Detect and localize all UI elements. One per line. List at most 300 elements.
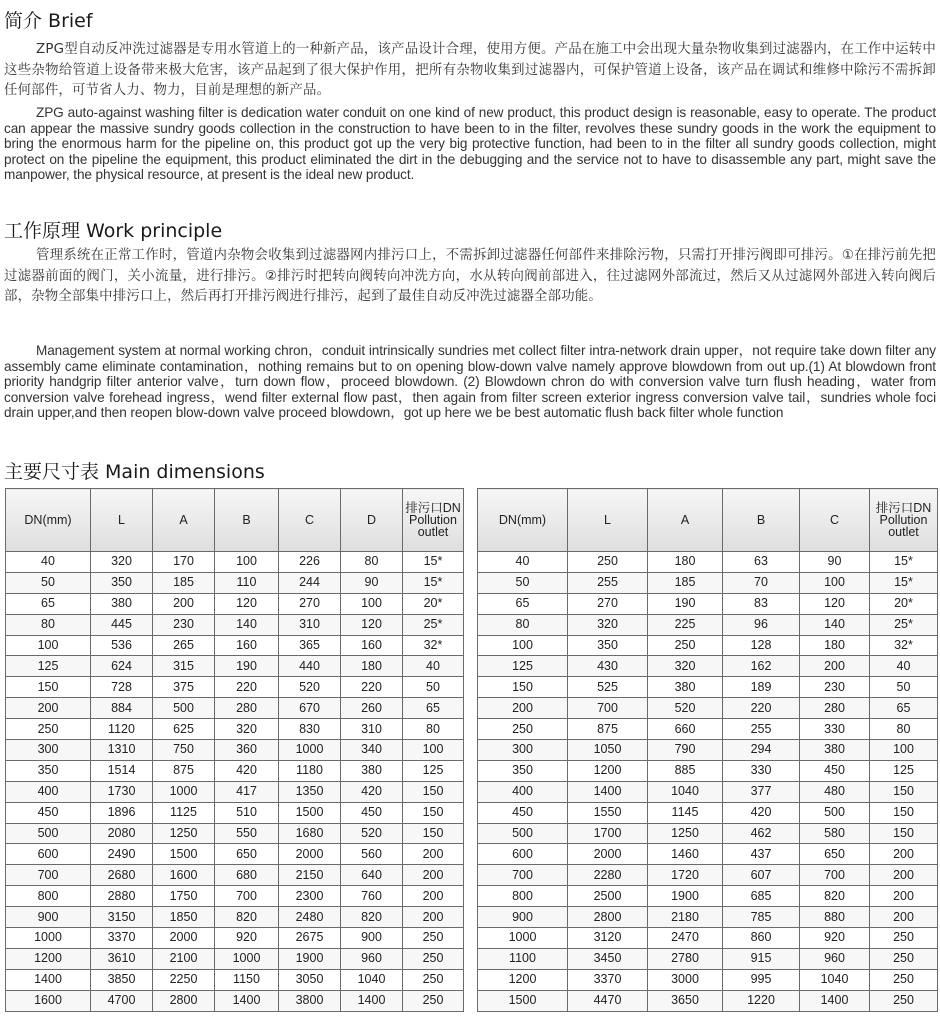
table-cell: 160	[215, 635, 279, 656]
table-cell: 350	[6, 760, 91, 781]
table-cell: 96	[723, 614, 800, 635]
table-cell: 162	[723, 656, 800, 677]
table-cell: 820	[341, 907, 403, 928]
table-cell: 226	[279, 552, 341, 573]
table-cell: 200	[870, 886, 938, 907]
table-cell: 128	[723, 635, 800, 656]
table-cell: 380	[648, 677, 723, 698]
table-cell: 500	[800, 802, 870, 823]
table-cell: 83	[723, 593, 800, 614]
table-cell: 1730	[91, 781, 153, 802]
table-cell: 250	[870, 928, 938, 949]
table-cell: 70	[723, 572, 800, 593]
table-cell: 1400	[341, 990, 403, 1011]
table-cell: 420	[723, 802, 800, 823]
table-cell: 2150	[279, 865, 341, 886]
table-cell: 900	[478, 907, 568, 928]
table-cell: 350	[91, 572, 153, 593]
table-cell: 40	[403, 656, 464, 677]
work-principle-text-cn: 管理系统在正常工作时，管道内杂物会收集到过滤器网内排污口上，不需拆卸过滤器任何部件来排除污物，只需打开排污阀即可排污。①在排污前先把过滤器前面的阀门，关小流量，进行排污。②排污时把转向阀转向冲洗方向，水从转向阀前部进入，往过滤网外部流过，然后又从过滤网外部进入转向阀后部，杂物全部集中排污口上，然后再打开排污阀进行排污，起到了最佳自动反冲洗过滤器全部功能。	[4, 248, 936, 304]
table-cell: 1040	[800, 969, 870, 990]
table-cell: 660	[648, 719, 723, 740]
table-cell: 230	[800, 677, 870, 698]
table-cell: 1900	[648, 886, 723, 907]
table-cell: 110	[215, 572, 279, 593]
table-cell: 189	[723, 677, 800, 698]
table-cell: 450	[341, 802, 403, 823]
table-cell: 125	[870, 760, 938, 781]
table-cell: 1120	[91, 719, 153, 740]
table-cell: 900	[6, 907, 91, 928]
table-cell: 360	[215, 740, 279, 761]
table-cell: 250	[478, 719, 568, 740]
table-cell: 560	[341, 844, 403, 865]
table-cell: 150	[403, 823, 464, 844]
table-body-left	[6, 552, 464, 1012]
table-cell: 50	[6, 572, 91, 593]
table-cell: 2000	[153, 928, 215, 949]
table-cell: 1514	[91, 760, 153, 781]
table-row	[478, 614, 938, 635]
table-cell: 728	[91, 677, 153, 698]
table-cell: 1400	[215, 990, 279, 1011]
table-cell: 20*	[403, 593, 464, 614]
table-cell: 160	[341, 635, 403, 656]
table-row	[6, 719, 464, 740]
table-cell: 550	[215, 823, 279, 844]
table-row	[6, 865, 464, 886]
table-cell: 330	[723, 760, 800, 781]
table-cell: 150	[6, 677, 91, 698]
table-cell: 820	[215, 907, 279, 928]
table-cell: 700	[215, 886, 279, 907]
table-cell: 2300	[279, 886, 341, 907]
table-cell: 200	[800, 656, 870, 677]
table-cell: 100	[870, 740, 938, 761]
table-cell: 200	[403, 886, 464, 907]
table-cell: 100	[403, 740, 464, 761]
table-header-row	[478, 489, 938, 552]
table-cell: 260	[341, 698, 403, 719]
table-cell: 280	[800, 698, 870, 719]
table-cell: 437	[723, 844, 800, 865]
table-cell: 15*	[870, 572, 938, 593]
table-cell: 65	[403, 698, 464, 719]
table-cell: 250	[403, 928, 464, 949]
table-cell: 2100	[153, 948, 215, 969]
table-cell: 624	[91, 656, 153, 677]
table-cell: 790	[648, 740, 723, 761]
table-cell: 920	[800, 928, 870, 949]
table-cell: 430	[568, 656, 648, 677]
table-cell: 520	[341, 823, 403, 844]
table-cell: 3120	[568, 928, 648, 949]
column-header-b: B	[723, 489, 800, 552]
table-cell: 700	[800, 865, 870, 886]
table-cell: 2490	[91, 844, 153, 865]
table-cell: 150	[403, 781, 464, 802]
table-cell: 200	[403, 907, 464, 928]
table-cell: 417	[215, 781, 279, 802]
table-row	[478, 740, 938, 761]
table-cell: 4700	[91, 990, 153, 1011]
table-cell: 310	[279, 614, 341, 635]
table-cell: 220	[341, 677, 403, 698]
dimensions-table-right	[477, 488, 938, 1012]
table-cell: 1900	[279, 948, 341, 969]
table-row	[6, 948, 464, 969]
table-cell: 25*	[870, 614, 938, 635]
table-cell: 1750	[153, 886, 215, 907]
table-cell: 885	[648, 760, 723, 781]
table-cell: 2180	[648, 907, 723, 928]
table-cell: 1460	[648, 844, 723, 865]
table-row	[6, 572, 464, 593]
pollution-header-en2: outlet	[888, 525, 919, 539]
column-header-b: B	[215, 489, 279, 552]
table-cell: 875	[153, 760, 215, 781]
table-cell: 3370	[568, 969, 648, 990]
table-cell: 280	[215, 698, 279, 719]
table-row	[6, 969, 464, 990]
table-cell: 3610	[91, 948, 153, 969]
table-cell: 250	[870, 990, 938, 1011]
column-header-pollution-outlet	[403, 489, 464, 552]
table-cell: 200	[6, 698, 91, 719]
table-cell: 2250	[153, 969, 215, 990]
table-cell: 1500	[153, 844, 215, 865]
table-row	[6, 552, 464, 573]
table-cell: 140	[800, 614, 870, 635]
table-cell: 420	[215, 760, 279, 781]
table-cell: 20*	[870, 593, 938, 614]
table-cell: 1500	[279, 802, 341, 823]
table-cell: 315	[153, 656, 215, 677]
table-row	[478, 844, 938, 865]
table-cell: 380	[91, 593, 153, 614]
table-row	[478, 969, 938, 990]
table-cell: 2000	[568, 844, 648, 865]
table-cell: 3370	[91, 928, 153, 949]
table-row	[478, 593, 938, 614]
table-cell: 225	[648, 614, 723, 635]
table-row	[6, 928, 464, 949]
table-cell: 1050	[568, 740, 648, 761]
table-row	[6, 823, 464, 844]
table-cell: 125	[403, 760, 464, 781]
table-cell: 65	[478, 593, 568, 614]
table-cell: 150	[870, 802, 938, 823]
table-cell: 750	[153, 740, 215, 761]
table-cell: 1400	[800, 990, 870, 1011]
brief-title: 简介 Brief	[4, 10, 93, 32]
table-cell: 400	[478, 781, 568, 802]
table-cell: 125	[6, 656, 91, 677]
table-row	[478, 677, 938, 698]
dimensions-table-left	[5, 488, 464, 1012]
table-cell: 2080	[91, 823, 153, 844]
table-cell: 2780	[648, 948, 723, 969]
table-row	[478, 802, 938, 823]
table-cell: 600	[478, 844, 568, 865]
table-cell: 180	[341, 656, 403, 677]
table-cell: 2000	[279, 844, 341, 865]
table-cell: 884	[91, 698, 153, 719]
table-cell: 255	[723, 719, 800, 740]
table-cell: 960	[800, 948, 870, 969]
table-cell: 820	[800, 886, 870, 907]
table-row	[478, 865, 938, 886]
table-cell: 40	[870, 656, 938, 677]
table-cell: 90	[341, 572, 403, 593]
table-cell: 1680	[279, 823, 341, 844]
table-cell: 480	[800, 781, 870, 802]
table-cell: 120	[341, 614, 403, 635]
table-cell: 230	[153, 614, 215, 635]
table-row	[6, 740, 464, 761]
brief-text-cn: ZPG型自动反冲洗过滤器是专用水管道上的一种新产品，该产品设计合理，使用方便。产品在施工中会出现大量杂物收集到过滤器内，在工作中运转中这些杂物给管道上设备带来极大危害，该产品起到了很大保护作用，把所有杂物收集到过滤器内，可保护管道上设备，该产品在调试和维修中除污不需拆卸任何部件，可节省人力、物力，目前是理想的新产品。	[4, 42, 936, 98]
table-cell: 915	[723, 948, 800, 969]
table-cell: 420	[341, 781, 403, 802]
table-cell: 265	[153, 635, 215, 656]
table-cell: 140	[215, 614, 279, 635]
table-cell: 100	[341, 593, 403, 614]
pollution-header-cn: 排污口DN	[875, 501, 932, 515]
table-cell: 244	[279, 572, 341, 593]
table-cell: 320	[215, 719, 279, 740]
table-cell: 200	[870, 844, 938, 865]
table-cell: 800	[6, 886, 91, 907]
column-header-pollution-outlet	[870, 489, 938, 552]
table-cell: 380	[800, 740, 870, 761]
table-cell: 200	[403, 865, 464, 886]
column-header-dn: DN(mm)	[478, 489, 568, 552]
table-cell: 1200	[6, 948, 91, 969]
table-cell: 100	[215, 552, 279, 573]
table-cell: 2880	[91, 886, 153, 907]
column-header-a: A	[153, 489, 215, 552]
column-header-a: A	[648, 489, 723, 552]
table-cell: 607	[723, 865, 800, 886]
table-cell: 4470	[568, 990, 648, 1011]
table-cell: 830	[279, 719, 341, 740]
table-cell: 340	[341, 740, 403, 761]
table-cell: 65	[870, 698, 938, 719]
table-cell: 785	[723, 907, 800, 928]
table-cell: 450	[6, 802, 91, 823]
table-row	[478, 760, 938, 781]
table-cell: 625	[153, 719, 215, 740]
table-cell: 150	[478, 677, 568, 698]
table-cell: 100	[800, 572, 870, 593]
table-cell: 125	[478, 656, 568, 677]
main-dimensions-title: 主要尺寸表 Main dimensions	[4, 461, 265, 483]
table-cell: 1850	[153, 907, 215, 928]
pollution-header-cn: 排污口DN	[405, 501, 461, 515]
table-cell: 190	[648, 593, 723, 614]
table-cell: 3450	[568, 948, 648, 969]
table-cell: 700	[568, 698, 648, 719]
table-cell: 250	[6, 719, 91, 740]
table-cell: 3800	[279, 990, 341, 1011]
table-cell: 640	[341, 865, 403, 886]
table-cell: 25*	[403, 614, 464, 635]
table-row	[6, 656, 464, 677]
table-cell: 200	[153, 593, 215, 614]
table-cell: 525	[568, 677, 648, 698]
table-cell: 80	[341, 552, 403, 573]
column-header-l: L	[91, 489, 153, 552]
table-header-row	[6, 489, 464, 552]
table-cell: 90	[800, 552, 870, 573]
table-cell: 875	[568, 719, 648, 740]
table-cell: 2675	[279, 928, 341, 949]
table-cell: 760	[341, 886, 403, 907]
table-cell: 220	[215, 677, 279, 698]
table-cell: 1000	[279, 740, 341, 761]
table-cell: 1000	[478, 928, 568, 949]
table-cell: 15*	[403, 572, 464, 593]
table-cell: 462	[723, 823, 800, 844]
table-cell: 520	[648, 698, 723, 719]
table-cell: 1040	[341, 969, 403, 990]
table-cell: 100	[478, 635, 568, 656]
table-cell: 3000	[648, 969, 723, 990]
table-cell: 50	[403, 677, 464, 698]
work-principle-title: 工作原理 Work principle	[4, 220, 223, 242]
table-cell: 685	[723, 886, 800, 907]
table-cell: 500	[478, 823, 568, 844]
table-cell: 300	[6, 740, 91, 761]
table-cell: 200	[870, 907, 938, 928]
table-cell: 2500	[568, 886, 648, 907]
table-cell: 320	[91, 552, 153, 573]
table-row	[6, 677, 464, 698]
table-cell: 330	[800, 719, 870, 740]
table-cell: 377	[723, 781, 800, 802]
table-cell: 80	[6, 614, 91, 635]
table-cell: 450	[800, 760, 870, 781]
table-cell: 1600	[153, 865, 215, 886]
table-cell: 310	[341, 719, 403, 740]
table-cell: 200	[478, 698, 568, 719]
table-cell: 2800	[153, 990, 215, 1011]
table-cell: 900	[341, 928, 403, 949]
table-cell: 100	[6, 635, 91, 656]
table-cell: 1250	[153, 823, 215, 844]
table-row	[478, 552, 938, 573]
table-cell: 190	[215, 656, 279, 677]
table-cell: 40	[6, 552, 91, 573]
table-cell: 15*	[403, 552, 464, 573]
table-row	[478, 698, 938, 719]
table-cell: 536	[91, 635, 153, 656]
table-cell: 150	[870, 781, 938, 802]
table-cell: 1310	[91, 740, 153, 761]
table-row	[478, 635, 938, 656]
table-cell: 1350	[279, 781, 341, 802]
table-cell: 1200	[478, 969, 568, 990]
table-cell: 995	[723, 969, 800, 990]
table-cell: 2800	[568, 907, 648, 928]
pollution-header-en1: Pollution	[409, 513, 457, 527]
table-row	[478, 656, 938, 677]
table-cell: 294	[723, 740, 800, 761]
table-cell: 520	[279, 677, 341, 698]
table-cell: 445	[91, 614, 153, 635]
table-cell: 700	[478, 865, 568, 886]
table-cell: 150	[870, 823, 938, 844]
table-cell: 255	[568, 572, 648, 593]
table-cell: 380	[341, 760, 403, 781]
table-cell: 180	[648, 552, 723, 573]
table-cell: 185	[153, 572, 215, 593]
table-cell: 32*	[870, 635, 938, 656]
table-cell: 40	[478, 552, 568, 573]
table-cell: 3150	[91, 907, 153, 928]
column-header-d: D	[341, 489, 403, 552]
table-row	[478, 823, 938, 844]
table-row	[6, 635, 464, 656]
table-cell: 250	[403, 990, 464, 1011]
table-cell: 500	[6, 823, 91, 844]
table-cell: 1896	[91, 802, 153, 823]
table-row	[6, 614, 464, 635]
table-cell: 2680	[91, 865, 153, 886]
table-cell: 120	[800, 593, 870, 614]
table-cell: 680	[215, 865, 279, 886]
table-cell: 1150	[215, 969, 279, 990]
table-cell: 2470	[648, 928, 723, 949]
table-cell: 50	[478, 572, 568, 593]
table-cell: 180	[800, 635, 870, 656]
table-cell: 3050	[279, 969, 341, 990]
table-row	[478, 719, 938, 740]
table-cell: 120	[215, 593, 279, 614]
table-row	[6, 844, 464, 865]
table-cell: 350	[478, 760, 568, 781]
table-cell: 600	[6, 844, 91, 865]
table-row	[6, 802, 464, 823]
table-cell: 300	[478, 740, 568, 761]
table-cell: 1000	[6, 928, 91, 949]
table-row	[478, 572, 938, 593]
table-row	[6, 886, 464, 907]
brief-text-en: ZPG auto-against washing filter is dedication water conduit on one kind of new product, this product design is reasonable, easy to operate. The product can appear the massive sundry goods collection in the construction to have been to in the filter, revolves these sundry goods in the work the equipment to bring the enormous harm for the pipeline on, this product got up the very big protective function, had been to in the filter all sundry goods collection, might protect on the pipeline the equipment, this product eliminated the dirt in the debugging and the service not to have to disassemble any part, might save the manpower, the physical resource, at present is the ideal new product.	[4, 105, 936, 183]
table-cell: 1100	[478, 948, 568, 969]
table-body-right	[478, 552, 938, 1012]
table-cell: 1000	[215, 948, 279, 969]
table-cell: 920	[215, 928, 279, 949]
table-cell: 580	[800, 823, 870, 844]
table-cell: 250	[648, 635, 723, 656]
table-cell: 200	[870, 865, 938, 886]
table-cell: 375	[153, 677, 215, 698]
table-cell: 1250	[648, 823, 723, 844]
table-cell: 1500	[478, 990, 568, 1011]
table-cell: 220	[723, 698, 800, 719]
table-cell: 1125	[153, 802, 215, 823]
table-cell: 250	[870, 969, 938, 990]
work-principle-text-en: Management system at normal working chron，conduit intrinsically sundries met collect filter intra-network drain upper，not require take down filter any assembly came eliminate contamination，nothing remains but to on opening blow-down valve namely approve blowdown from out up.(1) At blowdown front priority handgrip filter anterior valve，turn down flow，proceed blowdown. (2) Blowdown chron do with conversion valve turn flush heading，water from conversion valve forehead ingress，wend filter external flow past，then again from filter screen exterior ingress conversion valve tail，sundries whole foci drain upper,and then reopen blow-down valve proceed blowdown，got up here we be best automatic flush back filter whole function	[4, 343, 936, 421]
table-cell: 250	[870, 948, 938, 969]
table-row	[6, 781, 464, 802]
column-header-c: C	[800, 489, 870, 552]
table-cell: 185	[648, 572, 723, 593]
table-cell: 670	[279, 698, 341, 719]
table-cell: 63	[723, 552, 800, 573]
table-cell: 650	[215, 844, 279, 865]
